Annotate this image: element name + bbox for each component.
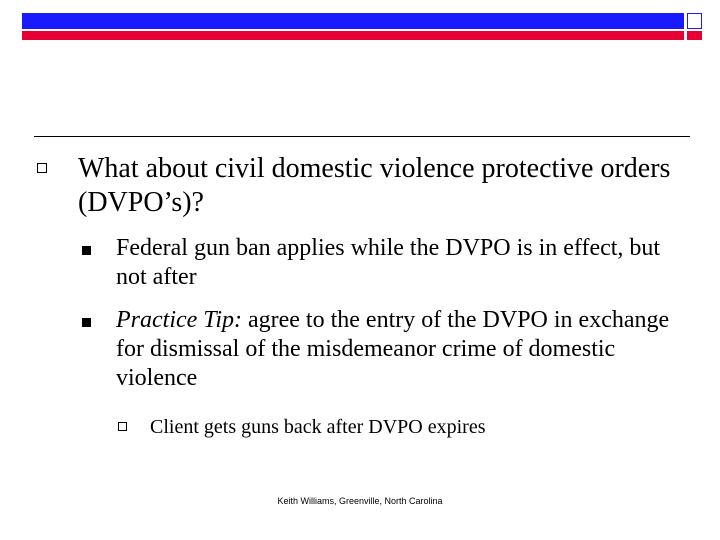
slide-footer: Keith Williams, Greenville, North Carolina [277, 496, 443, 506]
corner-outline-square [687, 13, 702, 29]
hollow-square-icon [118, 422, 127, 431]
corner-red-square [687, 31, 702, 40]
bullet-level2-text-2 [116, 306, 686, 393]
red-stripe [22, 31, 684, 40]
practice-tip-label: Practice Tip: [116, 307, 242, 333]
filled-square-icon [82, 318, 91, 327]
title-bar-decoration [0, 0, 720, 42]
practice-tip-text: agree to the entry of the DVPO in exchange for dismissal of the misdemeanor crime of domestic violence [116, 307, 670, 391]
title-divider-line [34, 136, 690, 137]
bullet-level1-text: What about civil domestic violence protective orders (DVPO’s)? [78, 153, 671, 218]
hollow-square-icon [37, 163, 47, 173]
bullet-level2-text-1: Federal gun ban applies while the DVPO is in effect, but not after [116, 235, 661, 290]
blue-stripe [22, 13, 684, 29]
filled-square-icon [82, 246, 91, 255]
bullet-level3-text: Client gets guns back after DVPO expires [150, 416, 486, 438]
